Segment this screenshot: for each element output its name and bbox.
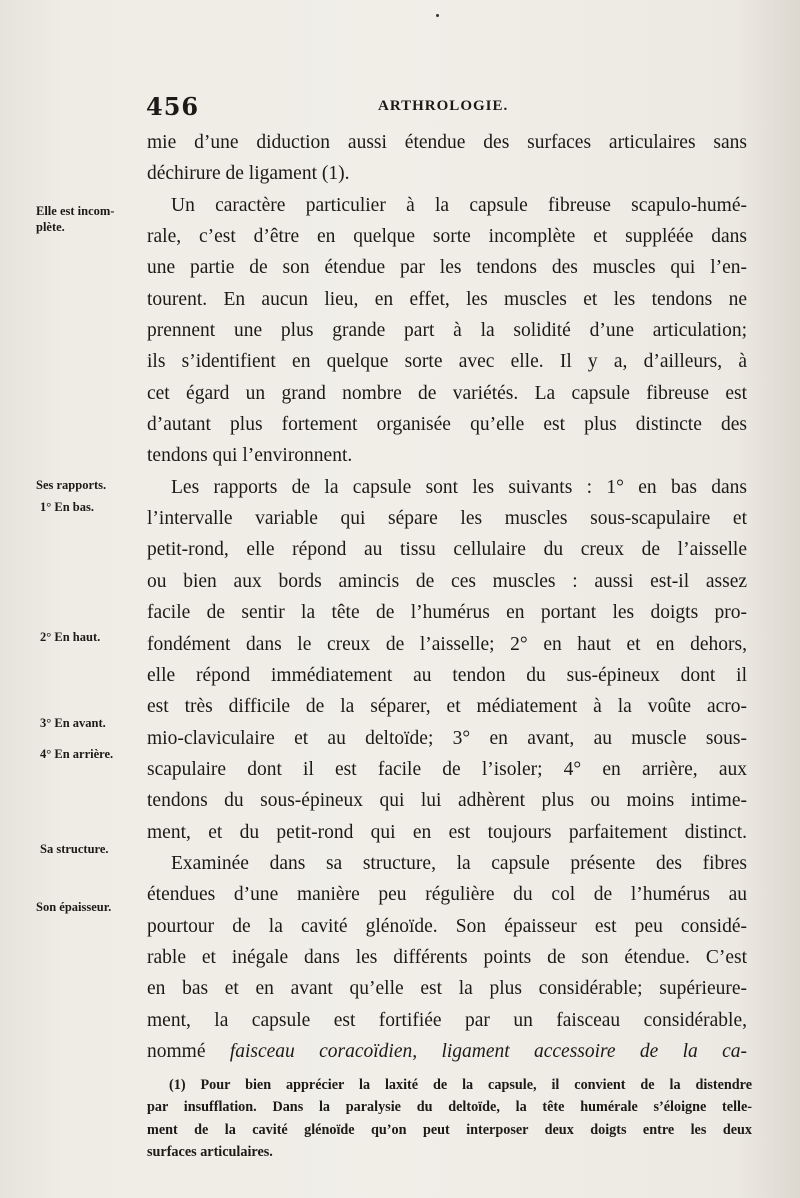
margin-note: 3° En avant. [40,716,106,730]
footnote-line: ment de la cavité glénoïde qu’on peut interposer deux doigts entre les deux [147,1121,752,1138]
text-line: déchirure de ligament (1). [147,163,350,185]
margin-note: Son épaisseur. [36,900,112,914]
text-line: prennent une plus grande part à la solidité d’une articulation; [147,320,747,342]
footnote-line: (1) Pour bien apprécier la laxité de la capsule, il convient de la distendre [169,1077,752,1093]
footnote-line: surfaces articulaires. [147,1143,273,1160]
text-line: l’intervalle variable qui sépare les muscles sous-scapulaire et [147,508,747,530]
text-line-final [147,1036,747,1067]
margin-note: Ses rapports. [36,478,107,492]
text-line: en bas et en avant qu’elle est la plus considérable; supérieure- [147,978,747,1000]
italic-term: faisceau coracoïdien, ligament accessoire de la ca- [229,1040,747,1062]
text-line: ou bien aux bords amincis de ces muscles : aussi est-il assez [147,570,747,592]
body-text [147,127,747,1067]
margin-note: Elle est incom- [36,204,115,218]
text-line: ils s’identifient en quelque sorte avec elle. Il y a, d’ailleurs, à [147,351,747,373]
text-line: Un caractère particulier à la capsule fibreuse scapulo-humé- [171,194,747,216]
text-line: une partie de son étendue par les tendons des muscles qui l’en- [147,257,747,279]
text-segment: nommé [147,1040,230,1062]
text-line: étendues d’une manière peu régulière du col de l’humérus au [147,884,747,906]
margin-note: 2° En haut. [40,630,101,644]
text-line: scapulaire dont il est facile de l’isoler; 4° en arrière, aux [147,758,747,780]
margin-note: 4° En arrière. [40,747,114,761]
text-line: est très difficile de la séparer, et médiatement à la voûte acro- [147,696,747,718]
text-line: mie d’une diduction aussi étendue des surfaces articulaires sans [147,132,747,153]
running-head: ARTHROLOGIE. [378,98,509,114]
text-line: fondément dans le creux de l’aisselle; 2° en haut et en dehors, [147,633,747,655]
text-line: tendons qui l’environnent. [147,445,353,467]
margin-note: plète. [36,220,65,234]
text-line: petit-rond, elle répond au tissu cellulaire du creux de l’aisselle [147,539,747,561]
margin-note: 1° En bas. [40,500,94,514]
print-speck [436,14,439,17]
text-line: tourent. En aucun lieu, en effet, les muscles et les tendons ne [147,288,747,310]
text-line: rale, c’est d’être en quelque sorte incomplète et suppléée dans [147,226,747,248]
text-line: Les rapports de la capsule sont les suivants : 1° en bas dans [171,476,747,498]
text-line: elle répond immédiatement au tendon du sus-épineux dont il [147,664,747,686]
footnote-line: par insufflation. Dans la paralysie du deltoïde, la tête humérale s’éloigne telle- [147,1099,752,1116]
margin-note: Sa structure. [40,842,109,856]
text-line: ment, la capsule est fortifiée par un faisceau considérable, [147,1009,747,1031]
text-line: cet égard un grand nombre de variétés. La capsule fibreuse est [147,382,747,404]
text-line: facile de sentir la tête de l’humérus en portant les doigts pro- [147,602,747,624]
text-line: pourtour de la cavité glénoïde. Son épaisseur est peu considé- [147,915,747,937]
text-line: ment, et du petit-rond qui en est toujours parfaitement distinct. [147,821,747,843]
text-line: rable et inégale dans les différents points de son étendue. C’est [147,946,747,968]
page-header [146,92,746,124]
text-line: Examinée dans sa structure, la capsule présente des fibres [171,852,747,874]
page-number: 456 [146,92,200,121]
text-line: tendons du sous-épineux qui lui adhèrent plus ou moins intime- [147,790,747,812]
footnote [147,1074,752,1163]
text-line: d’autant plus fortement organisée qu’elle est plus distincte des [147,414,747,436]
text-line: mio-claviculaire et au deltoïde; 3° en avant, au muscle sous- [147,727,747,749]
